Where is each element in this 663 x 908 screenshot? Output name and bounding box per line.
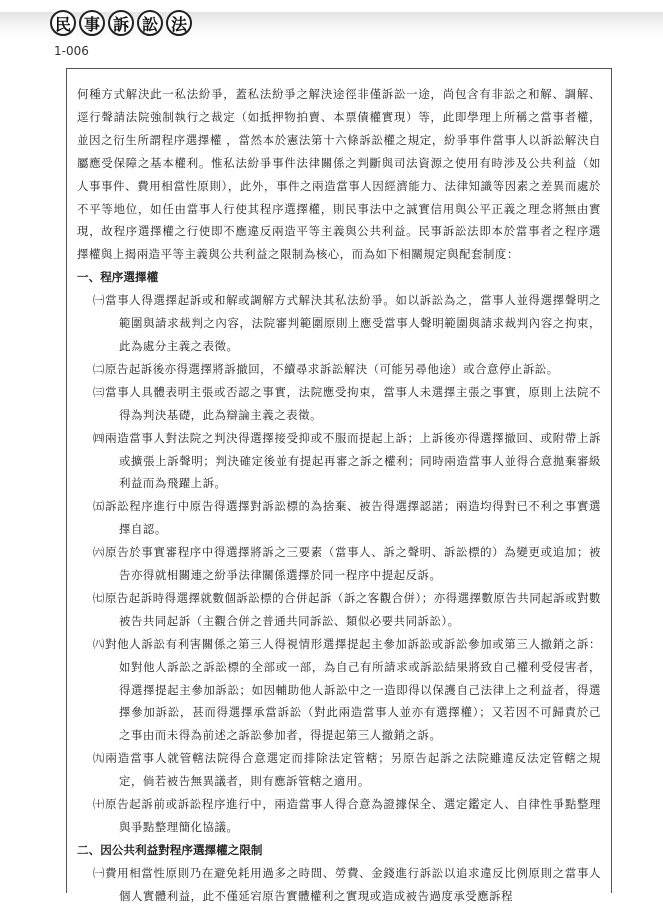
- title-char: 訴: [108, 10, 134, 36]
- content-box: [66, 68, 612, 903]
- section-heading-1: 一、程序選擇權: [77, 270, 159, 285]
- title-char: 法: [166, 10, 192, 36]
- list-item: ㈨兩造當事人就管轄法院得合意選定而排除法定管轄；另原告起訴之法院雖違反法定管轄之規定，倘若被告無異議者，則有應訴管轄之適用。: [93, 751, 601, 789]
- page-number: 1-006: [54, 44, 89, 58]
- list-item: ㈡原告起訴後亦得選擇將訴撤回，不續尋求訴訟解決（可能另尋他途）或合意停止訴訟。: [93, 361, 559, 376]
- list-item: ㈤訴訟程序進行中原告得選擇對訴訟標的為捨棄、被告得選擇認諾；兩造均得對已不利之事實選擇自認。: [93, 499, 601, 537]
- list-item: ㈥原告於事實審程序中得選擇將訴之三要素（當事人、訴之聲明、訴訟標的）為變更或追加；被告亦得就相關連之紛爭法律關係選擇於同一程序中提起反訴。: [93, 545, 601, 583]
- book-title: [50, 10, 192, 36]
- page-header: [0, 0, 663, 60]
- intro-paragraph: 何種方式解決此一私法紛爭，蓋私法紛爭之解決途徑非僅訴訟一途，尚包含有非訟之和解、調解、逕行聲請法院強制執行之裁定（如抵押物拍賣、本票債權實現）等，此即學理上所稱之當事者權，並因之衍生所謂程序選擇權 ，當然本於憲法第十六條訴訟權之規定，紛爭事件當事人以訴訟解決自屬應受保障之基本權利。惟私法紛爭事件法律關係之判斷與司法資源之使用有時涉及公共利益（如人事事件、費用相當性原則），此外，事件之兩造當事人因經濟能力、法律知識等因素之差異而處於不平等地位，如任由當事人行使其程序選擇權，則民事法中之誠實信用與公平正義之理念將無由實現，故程序選擇權之行使即不應違反兩造平等主義與公共利益。民事訴訟法即本於當事者之程序選擇權與上揭兩造平等主義與公共利益之限制為核心，而為如下相關規定與配套制度：: [77, 87, 601, 262]
- title-char: 事: [79, 10, 105, 36]
- list-item: ㈧對他人訴訟有利害關係之第三人得視情形選擇提起主參加訴訟或訴訟參加或第三人撤銷之訴：如對他人訴訟之訴訟標的全部或一部，為自己有所請求或訴訟結果將致自己權利受侵害者，得選擇提起主參加訴訟；如因輔助他人訴訟中之一造即得以保護自己法律上之利益者，得選擇參加訴訟，甚而得選擇承當訴訟（對此兩造當事人並亦有選擇權）；又若因不可歸責於己之事由而未得為前述之訴訟參加者，得提起第三人撤銷之訴。: [93, 636, 601, 743]
- list-item: ㈦原告起訴時得選擇就數個訴訟標的合併起訴（訴之客觀合併）；亦得選擇數原告共同起訴或對數被告共同起訴（主觀合併之普通共同訴訟、類似必要共同訴訟）。: [93, 590, 601, 628]
- list-item: ㈣兩造當事人對法院之判決得選擇接受抑或不服而提起上訴；上訴後亦得選擇撤回、或附帶上訴或擴張上訴聲明；判決確定後並有提起再審之訴之權利；同時兩造當事人並得合意拋棄審級利益而為飛躍上訴。: [93, 430, 601, 491]
- title-char: 民: [50, 10, 76, 36]
- list-item: ㈠費用相當性原則乃在避免耗用過多之時間、勞費、金錢進行訴訟以追求違反比例原則之當事人個人實體利益，此不僅延宕原告實體權利之實現或造成被告過度承受應訴程: [93, 865, 601, 903]
- title-char: 訟: [137, 10, 163, 36]
- list-item: ㈢當事人具體表明主張或否認之事實，法院應受拘束，當事人未選擇主張之事實，原則上法院不得為判決基礎，此為辯論主義之表徵。: [93, 384, 601, 422]
- section-heading-2: 二、因公共利益對程序選擇權之限制: [77, 842, 263, 857]
- list-item: ㈩原告起訴前或訴訟程序進行中，兩造當事人得合意為證據保全、選定鑑定人、自律性爭點整理與爭點整理簡化協議。: [93, 797, 601, 834]
- list-item: ㈠當事人得選擇起訴或和解或調解方式解決其私法紛爭。如以訴訟為之，當事人並得選擇聲明之範圍與請求裁判之內容，法院審判範圍原則上應受當事人聲明範圍與請求裁判內容之拘束，此為處分主義之表徵。: [93, 293, 601, 353]
